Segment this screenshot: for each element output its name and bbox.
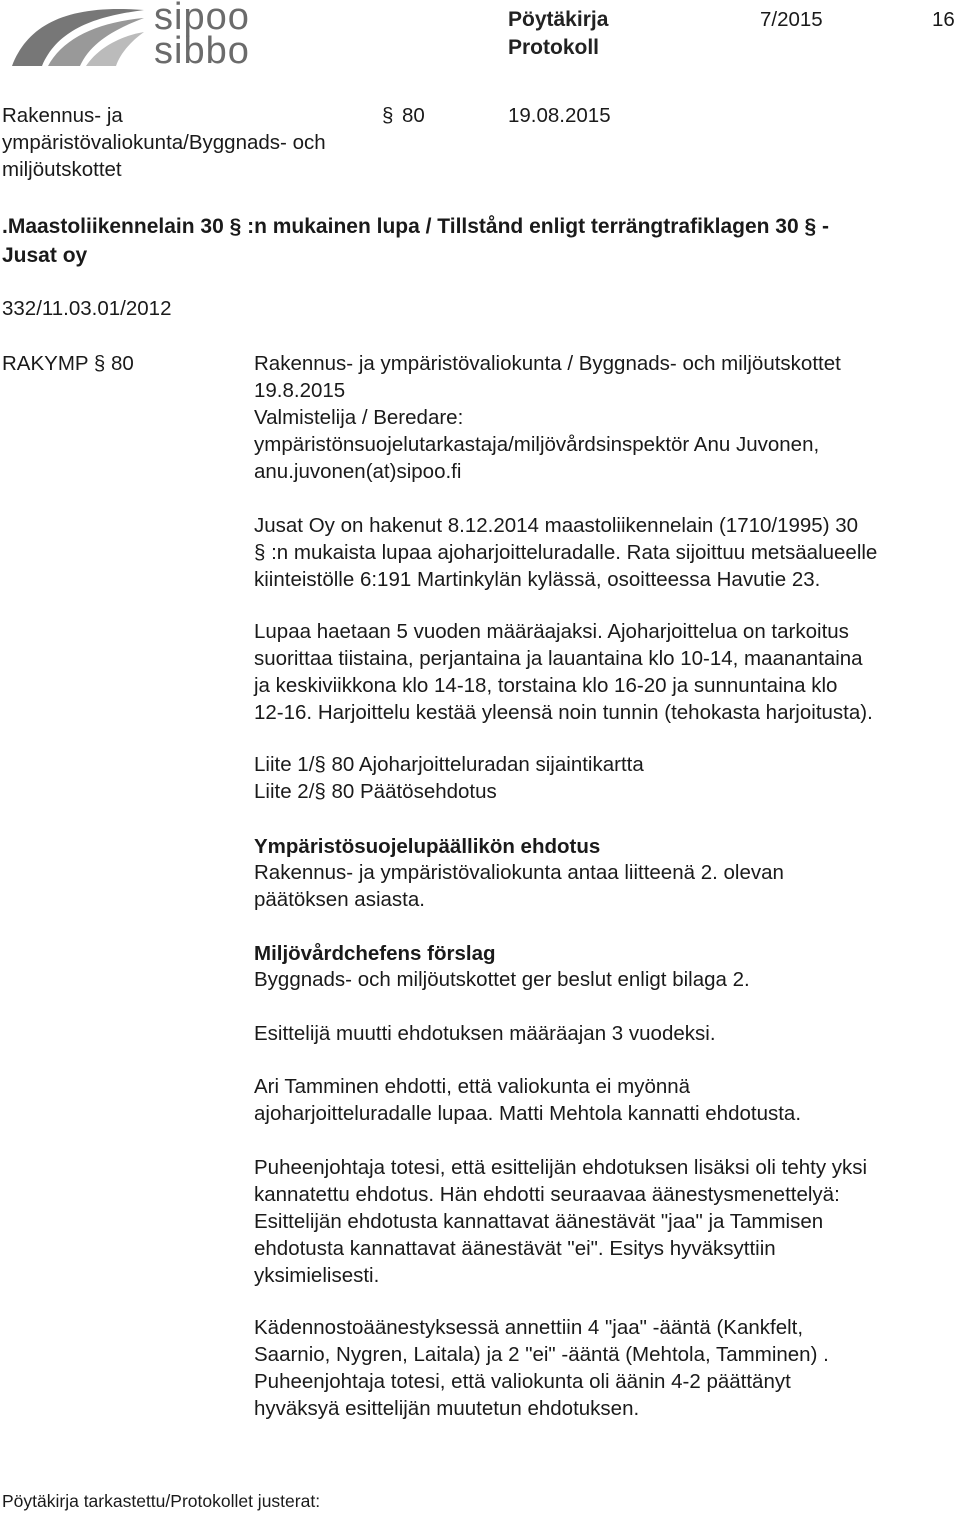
logo-line-1: sipoo [154, 0, 250, 38]
paragraph-1-line-2: § :n mukaista lupaa ajoharjoitteluradalle. Rata sijoittuu metsäalueelle [254, 541, 878, 564]
reference-line-4: ympäristönsuojelutarkastaja/miljövårdsinspektör Anu Juvonen, [254, 433, 820, 456]
reference-email: anu.juvonen(at)sipoo.fi [254, 460, 462, 483]
sipoo-logo-icon [8, 4, 148, 70]
footer-checked-by: Pöytäkirja tarkastettu/Protokollet justerat: [2, 1491, 321, 1511]
reference-line-3: Valmistelija / Beredare: [254, 406, 464, 429]
committee-name-2: ympäristövaliokunta/Byggnads- och [2, 131, 326, 154]
paragraph-2-line-1: Lupaa haetaan 5 vuoden määräajaksi. Ajoharjoittelua on tarkoitus [254, 620, 849, 643]
committee-name-3: miljöutskottet [2, 158, 122, 181]
reference-line-2: 19.8.2015 [254, 379, 346, 402]
proposal-sv-line-1: Byggnads- och miljöutskottet ger beslut enligt bilaga 2. [254, 968, 750, 991]
section-number: 80 [402, 104, 425, 127]
paragraph-6-line-4: hyväksyä esittelijän muutetun ehdotuksen. [254, 1397, 640, 1420]
paragraph-6-line-3: Puheenjohtaja totesi, että valiokunta oli äänin 4-2 päättänyt [254, 1370, 791, 1393]
paragraph-2-line-3: ja keskiviikkona klo 14-18, torstaina klo 16-20 ja sunnuntaina klo [254, 674, 838, 697]
logo-wordmark [154, 0, 250, 72]
reference-label: RAKYMP § 80 [2, 352, 134, 375]
attachment-2: Liite 2/§ 80 Päätösehdotus [254, 780, 497, 803]
paragraph-4-line-1: Ari Tamminen ehdotti, että valiokunta ei myönnä [254, 1075, 691, 1098]
item-title-line-1: .Maastoliikennelain 30 § :n mukainen lupa / Tillstånd enligt terrängtrafiklagen 30 § - [2, 215, 829, 238]
logo-line-2: sibbo [154, 30, 250, 72]
paragraph-5-line-1: Puheenjohtaja totesi, että esittelijän ehdotuksen lisäksi oli tehty yksi [254, 1156, 868, 1179]
proposal-heading-fi: Ympäristösuojelupäällikön ehdotus [254, 835, 601, 858]
paragraph-5-line-3: Esittelijän ehdotusta kannattavat äänestävät "jaa" ja Tammisen [254, 1210, 824, 1233]
section-symbol: § [382, 104, 394, 127]
paragraph-3: Esittelijä muutti ehdotuksen määräajan 3 vuodeksi. [254, 1022, 716, 1045]
paragraph-5-line-4: ehdotusta kannattavat äänestävät "ei". Esitys hyväksyttiin [254, 1237, 776, 1260]
proposal-fi-line-2: päätöksen asiasta. [254, 888, 425, 911]
paragraph-6-line-2: Saarnio, Nygren, Laitala) ja 2 "ei" -ääntä (Mehtola, Tamminen) . [254, 1343, 829, 1366]
proposal-heading-sv: Miljövårdchefens förslag [254, 942, 496, 965]
paragraph-1-line-3: kiinteistölle 6:191 Martinkylän kylässä, osoitteessa Havutie 23. [254, 568, 821, 591]
item-title-line-2: Jusat oy [2, 244, 88, 267]
doc-type-fi: Pöytäkirja [508, 8, 609, 31]
municipality-logo [8, 0, 258, 72]
paragraph-2-line-2: suorittaa tiistaina, perjantaina ja lauantaina klo 10-14, maanantaina [254, 647, 863, 670]
paragraph-4-line-2: ajoharjoitteluradalle lupaa. Matti Mehtola kannatti ehdotusta. [254, 1102, 802, 1125]
paragraph-5-line-5: yksimielisesti. [254, 1264, 380, 1287]
proposal-fi-line-1: Rakennus- ja ympäristövaliokunta antaa liitteenä 2. olevan [254, 861, 784, 884]
doc-number: 7/2015 [760, 8, 823, 31]
page-number: 16 [932, 8, 955, 31]
attachment-1: Liite 1/§ 80 Ajoharjoitteluradan sijaintikartta [254, 753, 644, 776]
reference-line-1: Rakennus- ja ympäristövaliokunta / Byggnads- och miljöutskottet [254, 352, 841, 375]
meeting-date: 19.08.2015 [508, 104, 611, 127]
doc-type-sv: Protokoll [508, 36, 600, 59]
paragraph-1-line-1: Jusat Oy on hakenut 8.12.2014 maastoliikennelain (1710/1995) 30 [254, 514, 859, 537]
committee-name-1: Rakennus- ja [2, 104, 123, 127]
paragraph-6-line-1: Kädennostoäänestyksessä annettiin 4 "jaa" -ääntä (Kankfelt, [254, 1316, 804, 1339]
paragraph-2-line-4: 12-16. Harjoittelu kestää yleensä noin tunnin (tehokasta harjoitusta). [254, 701, 873, 724]
diary-number: 332/11.03.01/2012 [2, 297, 172, 320]
paragraph-5-line-2: kannatettu ehdotus. Hän ehdotti seuraavaa äänestysmenettelyä: [254, 1183, 840, 1206]
